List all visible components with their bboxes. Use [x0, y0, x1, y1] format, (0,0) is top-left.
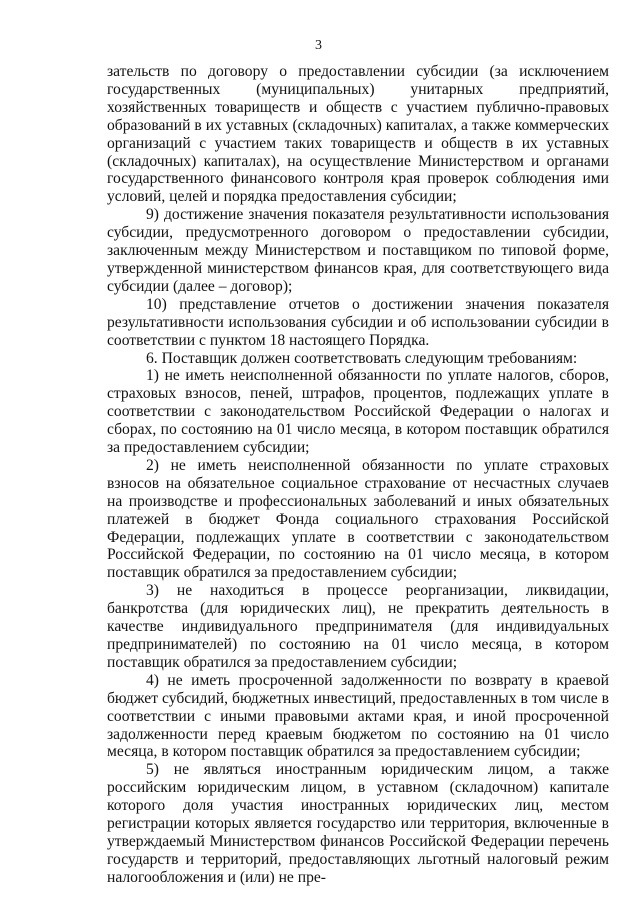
- paragraph-item-10: 10) представление отчетов о достижении значения показателя результативности использования субсидии и об использовании субсидии в соответствии с пунктом 18 настоящего Порядка.: [107, 295, 609, 349]
- page-number: 3: [315, 38, 322, 53]
- paragraph-section-6: 6. Поставщик должен соответствовать следующим требованиям:: [146, 349, 578, 367]
- paragraph-requirement-3: 3) не находиться в процессе реорганизации, ликвидации, банкротства (для юридических лиц), не прекратить деятельность в качестве индивидуального предпринимателя (для индивидуальных предпринимателей) по состоянию на 01 число месяца, в котором поставщик обратился за предоставлением субсидии;: [107, 582, 609, 671]
- paragraph-requirement-2: 2) не иметь неисполненной обязанности по уплате страховых взносов на обязательное социальное страхование от несчастных случаев на производстве и профессиональных заболеваний и иных обязательных платежей в бюджет Фонда социального страхования Российской Федерации, подлежащих уплате в соответствии с законодательством Российской Федерации, по состоянию на 01 число месяца, в котором поставщик обратился за предоставлением субсидии;: [107, 456, 609, 582]
- paragraph-requirement-1: 1) не иметь неисполненной обязанности по уплате налогов, сборов, страховых взносов, пеней, штрафов, процентов, подлежащих уплате в соответствии с законодательством Российской Федерации о налогах и сборах, по состоянию на 01 число месяца, в котором поставщик обратился за предоставлением субсидии;: [107, 367, 609, 457]
- paragraph-continuation: зательств по договору о предоставлении субсидии (за исключением государственных (муниципальных) унитарных предприятий, хозяйственных товариществ и обществ с участием публично-правовых образований в их уставных (складочных) капиталах, а также коммерческих организаций с участием таких товариществ и обществ в их уставных (складочных) капиталах), на осуществление Министерством и органами государственного финансового контроля края проверок соблюдения ими условий, целей и порядка предоставления субсидии;: [107, 63, 609, 206]
- paragraph-item-9: 9) достижение значения показателя результативности использования субсидии, предусмотренного договором о предоставлении субсидии, заключенным между Министерством и поставщиком по типовой форме, утвержденной министерством финансов края, для соответствующего вида субсидии (далее – договор);: [107, 206, 609, 295]
- paragraph-requirement-4: 4) не иметь просроченной задолженности по возврату в краевой бюджет субсидий, бюджетных инвестиций, предоставленных в том числе в соответствии с иными правовыми актами края, и иной просроченной задолженности перед краевым бюджетом по состоянию на 01 число месяца, в котором поставщик обратился за предоставлением субсидии;: [107, 671, 609, 761]
- document-body: [107, 63, 609, 887]
- paragraph-requirement-5: 5) не являться иностранным юридическим лицом, а также российским юридическим лицом, в уставном (складочном) капитале которого доля участия иностранных юридических лиц, местом регистрации которых является государство или территория, включенные в утверждаемый Министерством финансов Российской Федерации перечень государств и территорий, предоставляющих льготный налоговый режим налогообложения и (или) не пре-: [107, 761, 609, 886]
